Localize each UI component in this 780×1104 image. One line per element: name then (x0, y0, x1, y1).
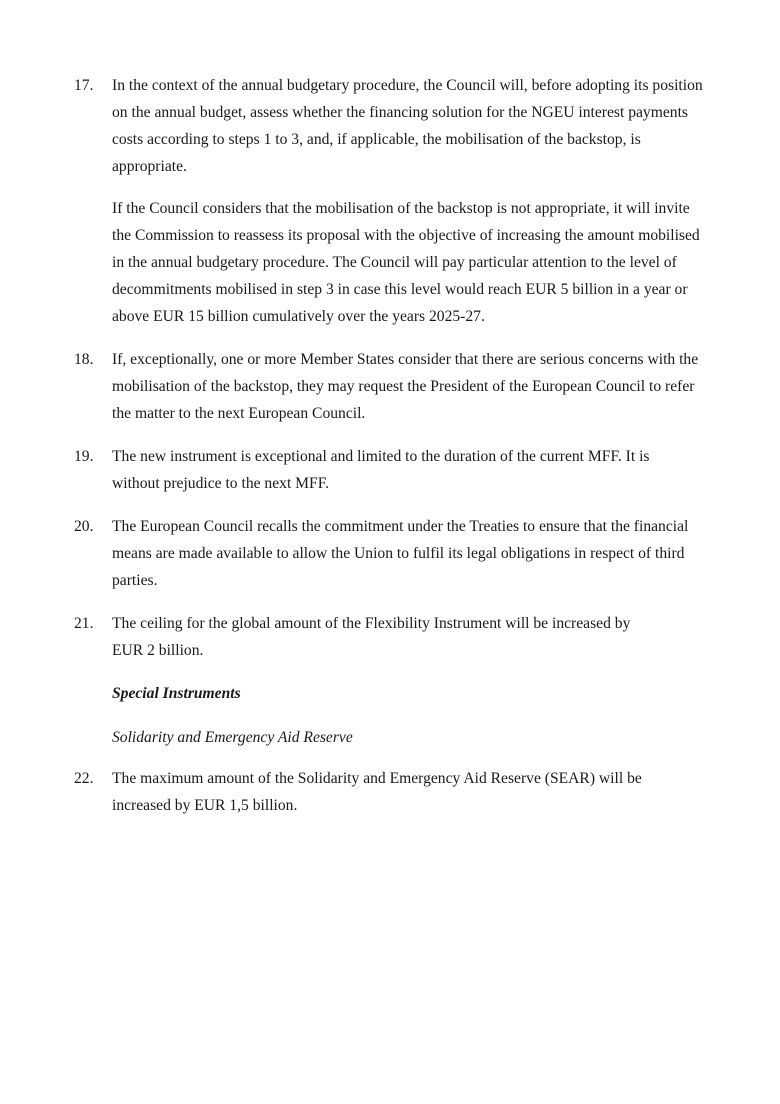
subsection-heading: Solidarity and Emergency Aid Reserve (112, 729, 353, 746)
item-number: 19. (74, 448, 94, 465)
item-number: 22. (74, 770, 94, 787)
item-number: 17. (74, 77, 94, 94)
paragraph: In the context of the annual budgetary procedure, the Council will, before adopting its position on the annual budget, assess whether the financing solution for the NGEU interest payments costs according to steps 1 to 3, and, if applicable, the mobilisation of the backstop, is appropriate. (112, 77, 703, 175)
paragraph: If, exceptionally, one or more Member States consider that there are serious concerns with the mobilisation of the backstop, they may request the President of the European Council to refer the matter to the next European Council. (112, 351, 699, 422)
paragraph: The European Council recalls the commitment under the Treaties to ensure that the financial means are made available to allow the Union to fulfil its legal obligations in respect of third parties. (112, 518, 689, 589)
paragraph: The new instrument is exceptional and limited to the duration of the current MFF. It is without prejudice to the next MFF. (112, 448, 650, 492)
paragraph: The ceiling for the global amount of the Flexibility Instrument will be increased by EUR 2 billion. (112, 615, 631, 659)
item-number: 18. (74, 351, 94, 368)
item-number: 21. (74, 615, 94, 632)
item-number: 20. (74, 518, 94, 535)
paragraph: If the Council considers that the mobilisation of the backstop is not appropriate, it will invite the Commission to reassess its proposal with the objective of increasing the amount mobilised in the annual budgetary procedure. The Council will pay particular attention to the level of decommitments mobilised in step 3 in case this level would reach EUR 5 billion in a year or above EUR 15 billion cumulatively over the years 2025-27. (112, 200, 700, 325)
paragraph: The maximum amount of the Solidarity and Emergency Aid Reserve (SEAR) will be increased by EUR 1,5 billion. (112, 770, 642, 814)
section-heading: Special Instruments (112, 685, 241, 702)
